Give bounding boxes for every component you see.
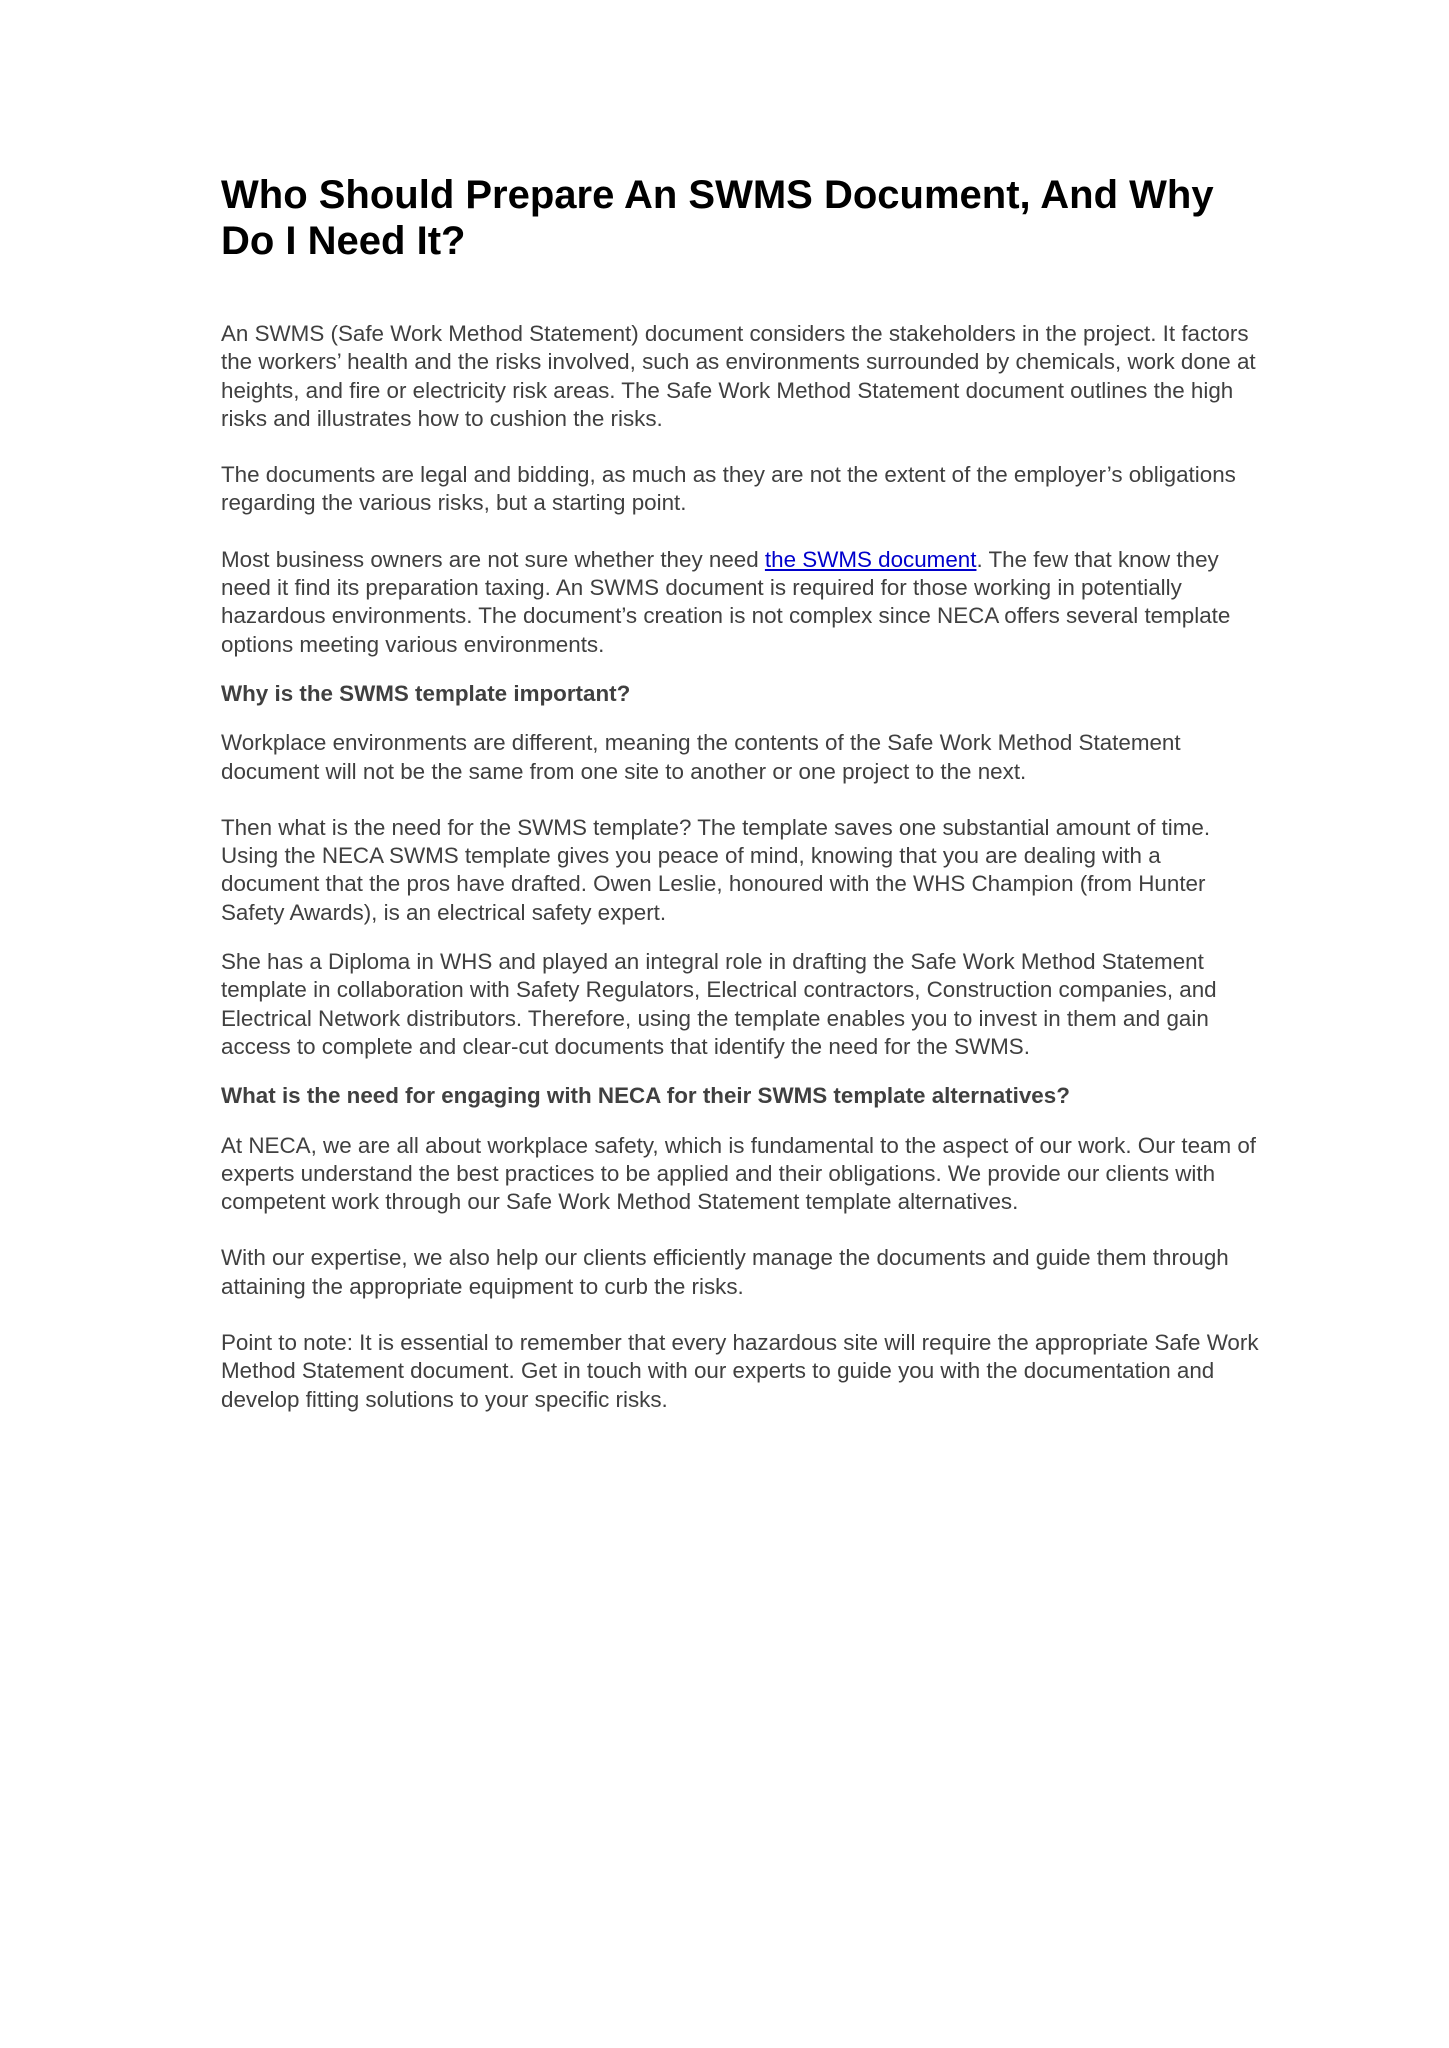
paragraph-workplace-safety: At NECA, we are all about workplace safety, which is fundamental to the aspect of our work. Our team of experts understand the best practices to be applied and their obligations. We provide our clients with competent work through our Safe Work Method Statement template alternatives. [221,1132,1257,1215]
swms-document-link[interactable]: the SWMS document [764,546,977,572]
paragraph-legal: The documents are legal and bidding, as much as they are not the extent of the employer’s obligations regarding the various risks, but a starting point. [221,462,1236,516]
paragraph-workplace-environments: Workplace environments are different, meaning the contents of the Safe Work Method Statement document will not be the same from one site to another or one project to the next. [221,730,1181,784]
paragraph-point-to-note: Point to note: It is essential to remember that every hazardous site will require the appropriate Safe Work Method Statement document. Get in touch with our experts to guide you with the documentation and develop fitting solutions to your specific risks. [221,1330,1259,1412]
document-content [221,172,1261,1414]
paragraph-template-need: Then what is the need for the SWMS template? The template saves one substantial amount of time. Using the NECA SWMS template gives you peace of mind, knowing that you are dealing with a document that the pros have drafted. Owen Leslie, honoured with the WHS Champion (from Hunter Safety Awards), is an electrical safety expert. [221,814,1211,925]
paragraph-intro: An SWMS (Safe Work Method Statement) document considers the stakeholders in the project. It factors the workers’ health and the risks involved, such as environments surrounded by chemicals, work done at heights, and fire or electricity risk areas. The Safe Work Method Statement document outlines the high risks and illustrates how to cushion the risks. [221,321,1256,431]
section-heading-engaging-neca: What is the need for engaging with NECA for their SWMS template alternatives? [221,1083,1070,1109]
paragraph-business-owners [221,546,1261,659]
document-title: Who Should Prepare An SWMS Document, And Why Do I Need It? [221,173,1214,263]
paragraph-diploma: She has a Diploma in WHS and played an integral role in drafting the Safe Work Method Statement template in collaboration with Safety Regulators, Electrical contractors, Construction companies, and Electrical Network distributors. Therefore, using the template enables you to invest in them and gain access to complete and clear-cut documents that identify the need for the SWMS. [221,949,1217,1059]
paragraph-text-before-link: Most business owners are not sure whether they need [221,546,765,572]
paragraph-text-after-link: . The few that know they need it find its preparation taxing. An SWMS document is required for those working in potentially hazardous environments. The document’s creation is not complex since NECA offers several template options meeting various environments. [221,546,1231,657]
paragraph-expertise: With our expertise, we also help our clients efficiently manage the documents and guide them through attaining the appropriate equipment to curb the risks. [221,1245,1229,1299]
section-heading-template-importance: Why is the SWMS template important? [221,680,631,706]
